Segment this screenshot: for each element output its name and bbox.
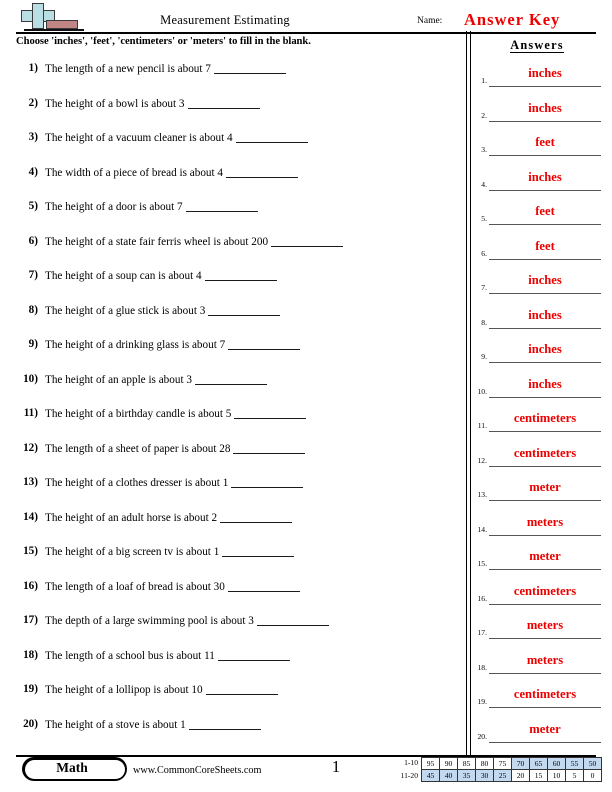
answer-underline: [489, 569, 601, 570]
question-text: [45, 649, 290, 662]
answer-underline: [489, 466, 601, 467]
score-cell: 65: [530, 758, 548, 770]
score-table-row-labels: [388, 757, 418, 783]
question-number: 19): [23, 683, 38, 695]
score-table-row: [422, 758, 602, 770]
question-prompt: The height of an apple is about 3: [45, 373, 192, 386]
answer-number: 17.: [477, 628, 487, 637]
question-text: [45, 476, 303, 489]
answer-blank[interactable]: [220, 511, 292, 523]
question-row: [16, 645, 456, 680]
question-number: 12): [23, 441, 38, 454]
answer-number: 11.: [477, 421, 487, 430]
answer-row: [472, 97, 606, 132]
question-prompt: The height of a birthday candle is about 5: [45, 408, 232, 420]
answer-underline: [489, 604, 601, 605]
answer-blank[interactable]: [228, 580, 300, 592]
answer-value: meter: [529, 549, 561, 563]
question-number: 1): [28, 62, 38, 74]
answer-underline: [489, 293, 601, 294]
answers-list: [472, 62, 606, 752]
answer-row: [472, 304, 606, 339]
score-cell: 75: [494, 758, 512, 770]
answer-value: inches: [528, 100, 562, 115]
question-text: [45, 683, 278, 696]
answer-value: meters: [526, 514, 564, 529]
question-text: [45, 614, 329, 627]
answer-underline: [489, 86, 601, 87]
question-prompt: The length of a sheet of paper is about 28: [45, 442, 231, 455]
answer-row: [472, 373, 606, 408]
answer-value: feet: [535, 135, 555, 149]
answer-blank[interactable]: [205, 269, 277, 281]
answer-row: [472, 442, 606, 477]
question-row: [16, 334, 456, 369]
answer-row: [472, 545, 606, 580]
answer-value: meter: [529, 480, 561, 494]
answer-number: 14.: [477, 524, 487, 534]
question-row: [16, 162, 456, 197]
column-divider-line-left: [466, 31, 467, 756]
answer-number: 5.: [481, 214, 487, 223]
answer-row: [472, 269, 606, 304]
question-prompt: The length of a new pencil is about 7: [45, 63, 211, 75]
answer-row: [472, 718, 606, 753]
question-text: [45, 269, 277, 282]
question-number: 18): [23, 648, 38, 661]
answer-blank[interactable]: [271, 235, 343, 247]
question-prompt: The width of a piece of bread is about 4: [45, 166, 224, 179]
answer-row: [472, 649, 606, 684]
question-prompt: The height of a vacuum cleaner is about 4: [45, 132, 233, 144]
question-number: 2): [28, 96, 38, 109]
question-text: [45, 373, 267, 386]
score-table: [421, 757, 602, 782]
subject-badge-label: Math: [56, 760, 88, 775]
question-prompt: The depth of a large swimming pool is about 3: [45, 615, 254, 627]
question-row: [16, 714, 456, 749]
answer-number: 19.: [477, 697, 487, 706]
question-number: 10): [23, 372, 38, 385]
question-number: 7): [28, 269, 38, 281]
question-prompt: The height of a drinking glass is about 7: [45, 339, 226, 351]
score-cell: 25: [494, 770, 512, 782]
answer-value: inches: [528, 273, 562, 287]
answer-row: [472, 235, 606, 270]
score-table-row: [422, 770, 602, 782]
answer-underline: [489, 259, 601, 260]
score-cell: 85: [458, 758, 476, 770]
answer-row: [472, 511, 606, 546]
question-number: 8): [28, 303, 38, 316]
answer-number: 18.: [477, 662, 487, 672]
answer-underline: [489, 535, 601, 536]
question-prompt: The height of a soup can is about 4: [45, 270, 202, 282]
score-cell: 70: [512, 758, 530, 770]
question-prompt: The height of a bowl is about 3: [45, 97, 185, 110]
question-row: [16, 472, 456, 507]
question-number: 6): [28, 234, 38, 247]
score-cell: 35: [458, 770, 476, 782]
page-number: 1: [331, 757, 341, 776]
worksheet-instructions: Choose 'inches', 'feet', 'centimeters' or 'meters' to fill in the blank.: [16, 36, 311, 47]
answer-blank[interactable]: [222, 545, 294, 557]
answer-number: 20.: [477, 731, 487, 741]
website-url: www.CommonCoreSheets.com: [133, 765, 262, 776]
answer-value: meters: [526, 652, 564, 667]
question-row: [16, 58, 456, 93]
question-text: [45, 338, 300, 351]
answer-blank[interactable]: [228, 338, 300, 350]
answer-underline: [489, 397, 601, 398]
answer-number: 9.: [481, 352, 487, 361]
answer-blank[interactable]: [236, 131, 308, 143]
question-row: [16, 196, 456, 231]
answer-number: 8.: [481, 317, 487, 327]
question-text: [45, 718, 261, 731]
answer-number: 10.: [477, 386, 487, 396]
answer-underline: [489, 707, 601, 708]
answer-row: [472, 683, 606, 718]
question-number: 16): [23, 579, 38, 592]
answer-row: [472, 131, 606, 166]
answer-number: 12.: [477, 455, 487, 465]
question-row: [16, 265, 456, 300]
question-prompt: The height of a glue stick is about 3: [45, 304, 206, 317]
question-text: [45, 304, 280, 317]
answer-blank[interactable]: [195, 373, 267, 385]
answer-underline: [489, 431, 601, 432]
question-number: 14): [23, 510, 38, 523]
answer-blank[interactable]: [189, 718, 261, 730]
answer-key-stamp: Answer Key: [464, 10, 561, 29]
answer-blank[interactable]: [214, 62, 286, 74]
answer-underline: [489, 190, 601, 191]
question-text: [45, 131, 308, 144]
question-prompt: The length of a school bus is about 11: [45, 649, 215, 662]
question-number: 5): [28, 200, 38, 212]
answer-underline: [489, 638, 601, 639]
answer-row: [472, 62, 606, 97]
question-text: [45, 200, 258, 213]
answer-underline: [489, 500, 601, 501]
question-number: 3): [28, 131, 38, 143]
answer-value: centimeters: [513, 687, 577, 701]
score-cell: 95: [422, 758, 440, 770]
answer-underline: [489, 328, 601, 329]
answer-number: 2.: [481, 110, 487, 120]
score-cell: 15: [530, 770, 548, 782]
answer-underline: [489, 742, 601, 743]
answer-value: inches: [528, 169, 562, 184]
score-cell: 10: [548, 770, 566, 782]
page-title: Measurement Estimating: [160, 13, 290, 27]
answer-underline: [489, 673, 601, 674]
question-prompt: The height of a big screen tv is about 1: [45, 546, 220, 558]
logo-baseline: [24, 29, 84, 31]
answer-row: [472, 476, 606, 511]
answer-blank[interactable]: [234, 407, 306, 419]
question-number: 20): [23, 717, 38, 730]
score-cell: 40: [440, 770, 458, 782]
answer-value: meter: [529, 721, 561, 736]
score-cell: 0: [584, 770, 602, 782]
answer-underline: [489, 155, 601, 156]
answer-number: 3.: [481, 145, 487, 154]
answer-value: inches: [528, 66, 562, 80]
question-number: 11): [23, 407, 38, 419]
answer-row: [472, 338, 606, 373]
question-row: [16, 369, 456, 404]
score-cell: 50: [584, 758, 602, 770]
score-cell: 45: [422, 770, 440, 782]
question-text: [45, 545, 294, 558]
score-cell: 55: [566, 758, 584, 770]
subject-badge: [22, 757, 127, 781]
question-number: 17): [23, 614, 38, 626]
answer-blank[interactable]: [233, 442, 305, 454]
answer-underline: [489, 362, 601, 363]
answer-underline: [489, 121, 601, 122]
answer-value: inches: [528, 376, 562, 391]
answer-value: centimeters: [513, 583, 577, 598]
answer-number: 6.: [481, 248, 487, 258]
answer-blank[interactable]: [226, 166, 298, 178]
answers-column-header-text: Answers: [510, 38, 564, 52]
answer-row: [472, 407, 606, 442]
header-divider-rule: [16, 32, 596, 34]
question-prompt: The height of a clothes dresser is about 1: [45, 477, 229, 489]
question-row: [16, 403, 456, 438]
answer-number: 4.: [481, 179, 487, 189]
question-row: [16, 679, 456, 714]
answer-value: inches: [528, 307, 562, 322]
answer-number: 13.: [477, 490, 487, 499]
answer-value: feet: [535, 204, 555, 218]
score-cell: 20: [512, 770, 530, 782]
question-text: [45, 407, 306, 420]
name-label: Name:: [417, 16, 443, 26]
question-row: [16, 576, 456, 611]
question-number: 4): [28, 165, 38, 178]
answer-row: [472, 166, 606, 201]
score-table-row-label: 11-20: [400, 770, 418, 780]
question-text: [45, 97, 260, 110]
question-text: [45, 580, 300, 593]
answer-blank[interactable]: [231, 476, 303, 488]
question-prompt: The height of an adult horse is about 2: [45, 511, 218, 524]
page-header: [0, 0, 612, 33]
answer-row: [472, 200, 606, 235]
answer-blank[interactable]: [208, 304, 280, 316]
score-cell: 90: [440, 758, 458, 770]
question-prompt: The length of a loaf of bread is about 30: [45, 580, 225, 593]
question-prompt: The height of a door is about 7: [45, 201, 183, 213]
answer-value: inches: [528, 342, 562, 356]
answer-underline: [489, 224, 601, 225]
answer-blank[interactable]: [257, 614, 329, 626]
score-table-row-label: 1-10: [404, 758, 418, 767]
question-text: [45, 511, 292, 524]
question-row: [16, 610, 456, 645]
answer-blank[interactable]: [186, 200, 258, 212]
answer-row: [472, 580, 606, 615]
question-text: [45, 62, 286, 75]
answer-value: feet: [535, 238, 555, 253]
question-text: [45, 166, 298, 179]
question-row: [16, 231, 456, 266]
answer-blank[interactable]: [206, 683, 278, 695]
question-row: [16, 300, 456, 335]
answer-number: 15.: [477, 559, 487, 568]
question-prompt: The height of a lollipop is about 10: [45, 684, 203, 696]
score-cell: 80: [476, 758, 494, 770]
answer-value: centimeters: [513, 411, 577, 425]
answer-number: 1.: [481, 76, 487, 85]
column-divider: [466, 31, 471, 756]
question-number: 15): [23, 545, 38, 557]
question-row: [16, 438, 456, 473]
answer-value: meters: [526, 618, 564, 632]
answer-number: 7.: [481, 283, 487, 292]
answer-value: centimeters: [513, 445, 577, 460]
question-prompt: The height of a state fair ferris wheel is about 200: [45, 235, 269, 248]
questions-list: [16, 58, 456, 748]
question-number: 13): [23, 476, 38, 488]
answers-column-header: [472, 38, 602, 53]
answer-row: [472, 614, 606, 649]
question-prompt: The height of a stove is about 1: [45, 718, 186, 731]
question-text: [45, 442, 305, 455]
question-row: [16, 541, 456, 576]
question-row: [16, 127, 456, 162]
answer-blank[interactable]: [188, 97, 260, 109]
score-cell: 5: [566, 770, 584, 782]
answer-blank[interactable]: [218, 649, 290, 661]
question-row: [16, 507, 456, 542]
question-text: [45, 235, 343, 248]
question-row: [16, 93, 456, 128]
score-cell: 60: [548, 758, 566, 770]
question-number: 9): [28, 338, 38, 350]
score-cell: 30: [476, 770, 494, 782]
answer-number: 16.: [477, 593, 487, 603]
